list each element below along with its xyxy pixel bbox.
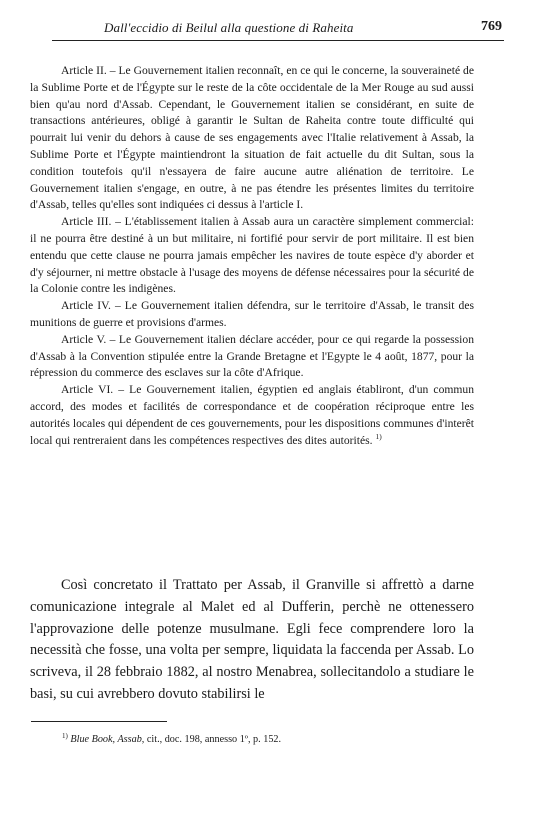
article-5-paragraph: Article V. – Le Gouvernement italien déclare accéder, pour ce qui regarde la possession d'Assab à la Convention stipulée entre la Grande Bretagne et l'Egypte le 4 août, 1877, pour la répression du commerce des esclaves sur la côte d'Afrique. (30, 332, 474, 380)
footnote-mark: 1) (62, 732, 68, 740)
page-number: 769 (481, 19, 502, 34)
main-body-text (30, 575, 474, 706)
running-head (52, 18, 504, 41)
footnote-citation: cit., doc. 198, annesso 1º, p. 152. (144, 734, 282, 745)
article-3-paragraph: Article III. – L'établissement italien à Assab aura un caractère simplement commercial: il ne pourra être destiné à un but militaire, ni fortifié pour servir de port militaire. Il est bien entendu que cette clause ne pourra jamais empêcher les navires de toute espèce d'y aborder et d'y séjourner, ni mettre obstacle à l'usage des moyens de défense nécessaires pour la sécurité de la Colonie contre les indigènes. (30, 215, 474, 296)
footnote-reference: 1) (375, 431, 382, 441)
footnote-rule (31, 721, 167, 722)
article-6-text: Article VI. – Le Gouvernement italien, égyptien ed anglais établiront, d'un commun accord, des modes et facilités de correspondance et de coopération réciproque entre les autorités locales qui dépendent de ces gouvernements, pour les dispositions communes d'interêt local qui rentreraient dans les compétences respectives des dites autorités. (30, 383, 474, 447)
article-4-paragraph: Article IV. – Le Gouvernement italien défendra, sur le territoire d'Assab, le transit des munitions de guerre et provisions d'armes. (30, 299, 474, 329)
body-paragraph: Così concretato il Trattato per Assab, il Granville si affrettò a darne comunicazione integrale al Malet ed al Dufferin, perchè ne ottenessero l'approvazione delle potenze musulmane. Egli fece comprendere loro la necessità che fosse, una volta per sempre, liquidata la faccenda per Assab. Lo scriveva, il 28 febbraio 1882, al nostro Menabrea, sollecitandolo a studiare le basi, su cui avrebbero dovuto stabilirsi le (30, 577, 474, 702)
article-2-paragraph: Article II. – Le Gouvernement italien reconnaît, en ce qui le concerne, la souveraineté de la Sublime Porte et de l'Égypte sur le reste de la côte occidentale de la Mer Rouge au sud aussi bien qu'au nord d'Assab. Cependant, le Gouvernement italien se considérant, en suite de transactions antérieures, obligé à garantir le Sultan de Raheita contre toute difficulté qui pourrait lui venir du dehors à cause de ses engagements avec l'Italie relativement à Assab, la Sublime Porte et l'Égypte maintiendront la situation de fait actuelle du dit Sultan, sous la condition toutefois qu'il n'essayera de faire aucune autre aliénation de territoire. Le Gouvernement italien s'engage, en outre, à ne pas étendre les présentes limites du territoire d'Assab, telles qu'elles sont indiquées ci dessus à l'article I. (30, 64, 474, 212)
quoted-treaty-text (30, 63, 474, 449)
article-6-paragraph (30, 382, 474, 449)
footnote-source: Blue Book, Assab, (70, 734, 145, 745)
running-head-title: Dall'eccidio di Beilul alla questione di Raheita (104, 20, 354, 35)
footnote (62, 732, 462, 745)
